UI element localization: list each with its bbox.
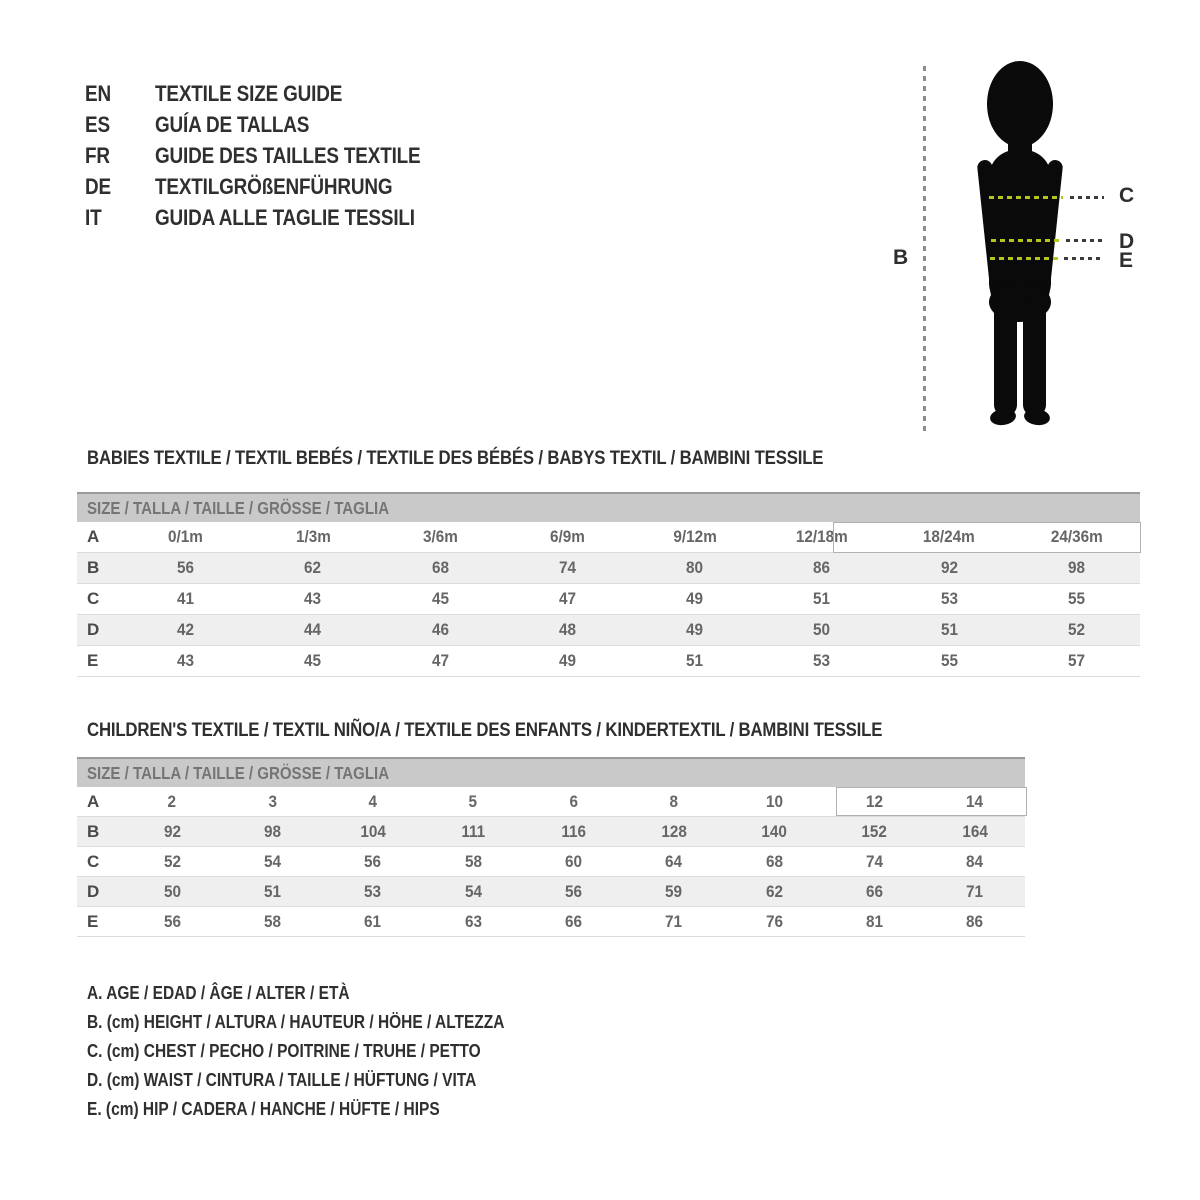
- table-row: [77, 615, 1140, 646]
- language-code: ES: [85, 111, 110, 137]
- size-cell: 51: [940, 620, 958, 639]
- size-cell: 76: [765, 911, 783, 931]
- size-cell: 4: [368, 791, 378, 811]
- size-cell: 71: [665, 911, 683, 931]
- size-cell: 44: [304, 620, 322, 639]
- size-cell: 54: [464, 881, 482, 901]
- size-header-label: SIZE / TALLA / TAILLE / GRÖSSE / TAGLIA: [87, 497, 390, 518]
- size-cell: 42: [177, 620, 195, 639]
- size-cell: 152: [861, 821, 888, 841]
- size-cell: 45: [304, 651, 322, 670]
- language-code: FR: [85, 142, 110, 168]
- size-cell: 49: [686, 620, 704, 639]
- size-cell: 1/3m: [295, 527, 331, 546]
- size-cell: 50: [163, 881, 181, 901]
- language-row: [85, 140, 464, 171]
- size-cell: 116: [561, 821, 586, 841]
- size-cell: 18/24m: [923, 527, 976, 546]
- table-row: [77, 907, 1025, 937]
- size-cell: 68: [431, 558, 449, 577]
- language-row: [85, 171, 431, 202]
- row-label: D: [87, 620, 100, 639]
- size-cell: 128: [661, 821, 687, 841]
- legend-line: C. (cm) CHEST / PECHO / POITRINE / TRUHE / PETTO: [87, 1041, 481, 1061]
- size-cell: 5: [468, 791, 478, 811]
- size-cell: 63: [464, 911, 482, 931]
- waist-label: D: [1119, 230, 1135, 253]
- size-cell: 56: [177, 558, 195, 577]
- size-cell: 49: [558, 651, 576, 670]
- waist-leader-line: [1066, 239, 1104, 242]
- size-cell: 2: [167, 791, 177, 811]
- size-cell: 61: [364, 911, 382, 931]
- size-cell: 81: [865, 911, 883, 931]
- legend-line: B. (cm) HEIGHT / ALTURA / HAUTEUR / HÖHE / ALTEZZA: [87, 1012, 505, 1032]
- size-cell: 47: [558, 589, 576, 608]
- waist-measure-line: [991, 239, 1059, 242]
- table-row: [77, 584, 1140, 615]
- row-label: C: [87, 851, 100, 871]
- size-cell: 45: [431, 589, 449, 608]
- size-cell: 74: [558, 558, 576, 577]
- size-cell: 98: [1067, 558, 1085, 577]
- table-row: [77, 817, 1025, 847]
- chest-measure-line: [989, 196, 1063, 199]
- highlight-box: [833, 522, 1141, 553]
- size-cell: 48: [558, 620, 576, 639]
- size-cell: 3: [268, 791, 277, 811]
- size-cell: 56: [564, 881, 582, 901]
- size-cell: 58: [263, 911, 282, 931]
- size-cell: 10: [765, 791, 783, 811]
- table-row: [77, 877, 1025, 907]
- table-row: [77, 646, 1140, 677]
- size-cell: 6/9m: [549, 527, 585, 546]
- size-cell: 104: [360, 821, 386, 841]
- size-cell: 51: [263, 881, 282, 901]
- size-cell: 56: [163, 911, 181, 931]
- hip-leader-line: [1064, 257, 1104, 260]
- chest-leader-line: [1070, 196, 1104, 199]
- size-cell: 6: [569, 791, 578, 811]
- size-cell: 55: [1067, 589, 1085, 608]
- size-cell: 52: [1067, 620, 1085, 639]
- row-label: D: [87, 881, 100, 901]
- size-cell: 98: [263, 821, 282, 841]
- size-cell: 49: [686, 589, 704, 608]
- size-cell: 14: [966, 791, 984, 811]
- size-cell: 53: [940, 589, 958, 608]
- size-cell: 3/6m: [422, 527, 458, 546]
- size-cell: 56: [364, 851, 382, 871]
- size-cell: 86: [966, 911, 984, 931]
- size-cell: 92: [940, 558, 958, 577]
- height-label: B: [893, 246, 909, 269]
- size-cell: 12: [865, 791, 883, 811]
- row-label: B: [87, 558, 100, 577]
- size-cell: 111: [461, 821, 486, 841]
- size-cell: 66: [564, 911, 582, 931]
- size-cell: 84: [966, 851, 984, 871]
- child-silhouette-graphic: [958, 60, 1082, 432]
- size-cell: 55: [940, 651, 958, 670]
- babies-section-heading: BABIES TEXTILE / TEXTIL BEBÉS / TEXTILE DES BÉBÉS / BABYS TEXTIL / BAMBINI TESSILE: [87, 447, 824, 469]
- language-title: TEXTILE SIZE GUIDE: [155, 80, 343, 106]
- size-cell: 62: [765, 881, 783, 901]
- size-cell: 51: [686, 651, 704, 670]
- size-cell: 164: [962, 821, 988, 841]
- size-cell: 86: [813, 558, 831, 577]
- size-cell: 41: [177, 589, 195, 608]
- size-cell: 62: [304, 558, 322, 577]
- size-cell: 43: [177, 651, 195, 670]
- row-label: E: [87, 651, 99, 670]
- size-cell: 47: [431, 651, 449, 670]
- language-code: IT: [85, 204, 102, 230]
- language-row: [85, 109, 334, 140]
- size-cell: 80: [686, 558, 704, 577]
- size-cell: 54: [263, 851, 282, 871]
- table-row: [77, 847, 1025, 877]
- size-header-row: [77, 492, 1140, 522]
- child-silhouette: [958, 60, 1082, 432]
- legend-line: E. (cm) HIP / CADERA / HANCHE / HÜFTE / HIPS: [87, 1099, 440, 1119]
- size-cell: 24/36m: [1050, 527, 1103, 546]
- language-title: GUIDE DES TAILLES TEXTILE: [155, 142, 421, 168]
- size-cell: 60: [564, 851, 582, 871]
- row-label: A: [87, 791, 100, 811]
- size-cell: 71: [966, 881, 984, 901]
- size-cell: 50: [813, 620, 831, 639]
- size-cell: 58: [464, 851, 482, 871]
- language-row: [85, 78, 373, 109]
- size-cell: 51: [813, 589, 831, 608]
- row-label: A: [87, 527, 100, 546]
- size-cell: 53: [813, 651, 831, 670]
- size-cell: 0/1m: [168, 527, 204, 546]
- children-size-table: [77, 757, 1025, 937]
- size-cell: 59: [665, 881, 683, 901]
- size-cell: 66: [865, 881, 883, 901]
- size-cell: 8: [669, 791, 679, 811]
- row-label: C: [87, 589, 100, 608]
- size-cell: 74: [865, 851, 883, 871]
- size-cell: 92: [163, 821, 181, 841]
- size-cell: 53: [364, 881, 382, 901]
- highlight-box: [836, 787, 1027, 816]
- size-cell: 43: [304, 589, 322, 608]
- size-cell: 9/12m: [672, 527, 717, 546]
- row-label: B: [87, 821, 100, 841]
- table-row: [77, 553, 1140, 584]
- row-label: E: [87, 911, 99, 931]
- hip-label: E: [1119, 249, 1134, 272]
- size-cell: 64: [665, 851, 683, 871]
- size-header-label: SIZE / TALLA / TAILLE / GRÖSSE / TAGLIA: [87, 762, 390, 783]
- hip-measure-line: [990, 257, 1060, 260]
- chest-label: C: [1119, 184, 1135, 207]
- language-title: TEXTILGRÖßENFÜHRUNG: [155, 173, 393, 199]
- size-cell: 46: [431, 620, 449, 639]
- height-measure-line: [923, 66, 926, 432]
- size-cell: 68: [765, 851, 783, 871]
- size-cell: 52: [163, 851, 181, 871]
- language-title: GUÍA DE TALLAS: [155, 111, 310, 137]
- language-code: EN: [85, 80, 111, 106]
- size-cell: 57: [1067, 651, 1085, 670]
- legend-line: A. AGE / EDAD / ÂGE / ALTER / ETÀ: [87, 983, 350, 1003]
- legend-line: D. (cm) WAIST / CINTURA / TAILLE / HÜFTUNG / VITA: [87, 1070, 477, 1090]
- language-code: DE: [85, 173, 111, 199]
- size-header-row: [77, 757, 1025, 787]
- babies-size-table: [77, 492, 1140, 677]
- children-section-heading: CHILDREN'S TEXTILE / TEXTIL NIÑO/A / TEXTILE DES ENFANTS / KINDERTEXTIL / BAMBINI TESSILE: [87, 719, 883, 741]
- size-cell: 12/18m: [795, 527, 848, 546]
- language-row: [85, 202, 457, 233]
- language-title: GUIDA ALLE TAGLIE TESSILI: [155, 204, 415, 230]
- size-cell: 140: [761, 821, 787, 841]
